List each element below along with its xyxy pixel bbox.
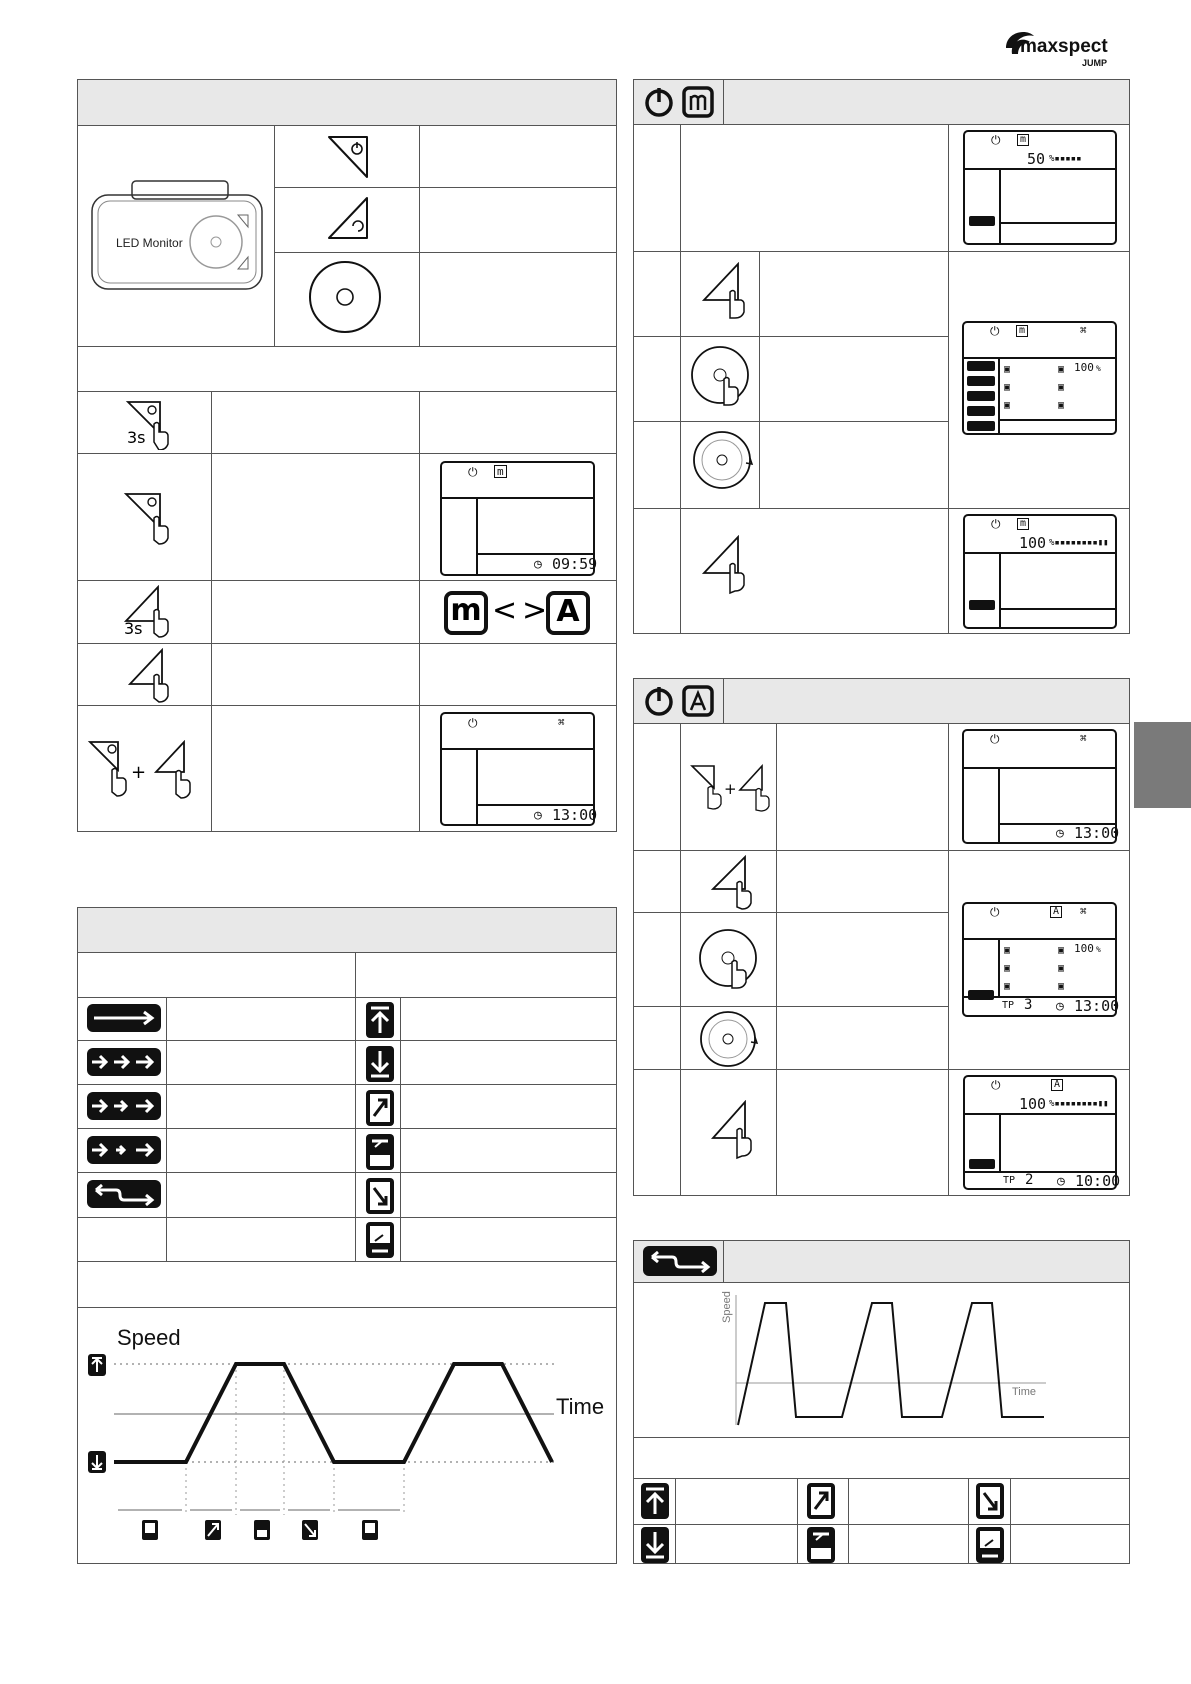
- hold-3s-label-2: 3s: [124, 619, 143, 638]
- led-monitor-label: LED Monitor: [116, 236, 183, 250]
- lcd-a3-time: 10:00: [1075, 1172, 1121, 1190]
- lcd-power-icon: ⏻: [468, 465, 478, 479]
- power-plus-mode-icon-auto: [688, 764, 772, 814]
- lcd-a3-percent: %▪▪▪▪▪▪▪▪▮▮: [1049, 1099, 1109, 1109]
- lcd-a2-auto-icon: A: [1050, 906, 1062, 918]
- wave-mode-1-icon: [86, 1047, 162, 1081]
- lcd-m1-percent: %▪▪▪▪▪: [1049, 154, 1082, 164]
- pulse-chart-time-label: Time: [1012, 1386, 1037, 1398]
- manual-power-icon: [642, 85, 716, 123]
- auto-power-icon: [642, 684, 716, 722]
- power-hold-icon: [118, 398, 182, 450]
- lcd-a2-flow-icon: [968, 990, 994, 1000]
- lcd-m3-percent: %▪▪▪▪▪▪▪▪▮▮: [1049, 538, 1109, 548]
- brand-sub: JUMP: [1082, 58, 1108, 68]
- ramp-chart-phase-icons: [142, 1520, 378, 1540]
- lcd-a2-tp-value: 3: [1024, 997, 1033, 1013]
- high-hold-icon: [365, 1133, 395, 1175]
- pulse-low-hold-icon: [975, 1526, 1005, 1568]
- pulse-high-hold-icon: [806, 1526, 836, 1568]
- max-speed-icon: [365, 1001, 395, 1043]
- auto-mode-icon: A: [546, 591, 590, 635]
- lcd-m2-link-icon: ⌘: [1080, 324, 1087, 337]
- lcd-a3-tp-label: TP: [1003, 1175, 1016, 1186]
- lcd-a2-symbols-2: ▣ ▣ ▣: [1058, 945, 1065, 992]
- lcd-a3-power-icon: ⏻: [991, 1078, 1001, 1092]
- led-monitor-illustration: [88, 175, 268, 295]
- min-speed-icon: [365, 1045, 395, 1087]
- panel-modes-header: [77, 907, 617, 953]
- dial-press-icon-auto: [698, 926, 762, 998]
- lcd-link-icon: ⌘: [558, 716, 565, 729]
- lcd-a2-clock-icon: ◷: [1056, 999, 1064, 1014]
- side-tab: [1134, 722, 1191, 808]
- lcd-a2-speed: 100: [1074, 942, 1094, 955]
- lcd-m2-manual-icon: m: [1016, 325, 1028, 337]
- ramp-chart-speed-label: Speed: [117, 1325, 181, 1350]
- lcd-manual-3: [963, 514, 1117, 629]
- mode-press-icon-a2: [707, 855, 761, 915]
- lcd-a3-speed: 100: [1019, 1095, 1047, 1113]
- lcd-m3-flow-icon: [969, 600, 995, 610]
- wave-mode-3-icon: [86, 1135, 162, 1169]
- lcd-m1-manual-icon: m: [1017, 134, 1029, 146]
- constant-mode-icon: [86, 1003, 162, 1037]
- lcd-a2-time: 13:00: [1074, 997, 1120, 1015]
- ramp-chart-max-icon: [88, 1354, 106, 1376]
- lcd-m3-speed: 100: [1019, 534, 1047, 552]
- dial-press-icon: [690, 343, 754, 415]
- manual-mode-icon: m: [444, 591, 488, 635]
- power-button-icon: [325, 133, 371, 183]
- mode-press-icon-m2: [698, 262, 754, 328]
- lcd-m1-flow-icon: [969, 216, 995, 226]
- pulse-header-icon: [642, 1245, 718, 1281]
- lcd-a2-tp-label: TP: [1002, 1000, 1015, 1011]
- lcd-link-mode: [440, 712, 598, 826]
- lcd-time-2: 13:00: [552, 806, 598, 824]
- lcd-a3-auto-icon: A: [1051, 1079, 1063, 1091]
- lcd-a2-power-icon: ⏻: [990, 905, 1000, 919]
- mode-switch-graphic: [442, 589, 592, 635]
- power-press-icon: [120, 490, 180, 550]
- mode-press-icon-a3: [707, 1100, 761, 1168]
- pulse-chart-speed-line: [738, 1303, 1044, 1425]
- gt-sign: >: [522, 593, 548, 628]
- lcd-a3-clock-icon: ◷: [1057, 1174, 1065, 1189]
- ramp-down-icon: [365, 1177, 395, 1219]
- lcd-a1-link-icon: ⌘: [1080, 732, 1087, 745]
- lcd-a1-time: 13:00: [1074, 824, 1120, 842]
- ramp-chart: [84, 1320, 614, 1558]
- lcd-manual-1: [963, 130, 1117, 245]
- wave-mode-2-icon: [86, 1091, 162, 1125]
- pulse-min-speed-icon: [640, 1526, 670, 1568]
- lcd-clock-icon-2: ◷: [534, 808, 542, 823]
- ramp-chart-speed-line: [114, 1364, 552, 1462]
- lcd-auto-2: [962, 902, 1120, 1017]
- lcd-manual-off: [440, 461, 598, 576]
- dial-icon: [307, 259, 383, 339]
- lcd-a2-symbols: ▣ ▣ ▣: [1004, 945, 1011, 992]
- lcd-time: 09:59: [552, 555, 598, 573]
- maxspect-logo-icon: [1000, 22, 1120, 68]
- lcd-a2-percent: %: [1096, 945, 1101, 954]
- lcd-a1-power-icon: ⏻: [990, 732, 1000, 746]
- dial-rotate-icon-auto: [698, 1010, 760, 1072]
- lcd-a3-flow-icon: [969, 1159, 995, 1169]
- pulse-ramp-down-icon: [975, 1482, 1005, 1524]
- ramp-chart-min-icon: [88, 1451, 106, 1473]
- lt-sign: <: [492, 593, 518, 628]
- power-plus-mode-icon: [86, 740, 196, 802]
- lcd-m2-symbols: ▣ ▣ ▣: [1004, 364, 1011, 411]
- lcd-manual-icon: m: [494, 465, 507, 478]
- lcd-auto-3: [963, 1075, 1121, 1190]
- lcd-m1-power-icon: ⏻: [991, 133, 1001, 147]
- lcd-auto-1: [962, 729, 1120, 844]
- hold-3s-label: 3s: [127, 428, 146, 447]
- lcd-m2-percent: %: [1096, 364, 1101, 373]
- lcd-a1-clock-icon: ◷: [1056, 826, 1064, 841]
- lcd-m2-power-icon: ⏻: [990, 324, 1000, 338]
- pulse-chart: [710, 1285, 1050, 1435]
- mode-button-icon: [325, 196, 371, 246]
- pulse-chart-speed-label: Speed: [721, 1291, 733, 1323]
- ramp-chart-time-label: Time: [556, 1394, 605, 1419]
- ramp-up-icon: [365, 1089, 395, 1131]
- brand-logo: [1000, 22, 1120, 68]
- dial-rotate-icon: [692, 430, 754, 496]
- mode-press-icon: [124, 648, 180, 708]
- lcd-m3-manual-icon: m: [1017, 518, 1029, 530]
- panel-controls-header: [77, 79, 617, 126]
- lcd-m3-power-icon: ⏻: [991, 517, 1001, 531]
- pulse-mode-icon: [86, 1179, 162, 1213]
- lcd-power-icon-2: ⏻: [468, 716, 478, 730]
- lcd-m2-symbols-2: ▣ ▣ ▣: [1058, 364, 1065, 411]
- plus-sign-auto: +: [724, 780, 737, 798]
- plus-sign: +: [131, 762, 147, 783]
- pulse-ramp-up-icon: [806, 1482, 836, 1524]
- brand-name: maxspect: [1020, 36, 1108, 57]
- lcd-manual-2: [962, 321, 1117, 435]
- lcd-a3-tp-value: 2: [1025, 1172, 1034, 1188]
- mode-press-icon-m3: [698, 535, 754, 603]
- lcd-clock-icon: ◷: [534, 557, 542, 572]
- mode-hold-icon: [118, 585, 182, 641]
- low-hold-icon: [365, 1221, 395, 1263]
- pulse-max-speed-icon: [640, 1482, 670, 1524]
- lcd-m2-speed: 100: [1074, 361, 1094, 374]
- lcd-a2-link-icon: ⌘: [1080, 905, 1087, 918]
- lcd-m2-mode-list: [967, 361, 995, 431]
- lcd-m1-speed: 50: [1027, 150, 1046, 168]
